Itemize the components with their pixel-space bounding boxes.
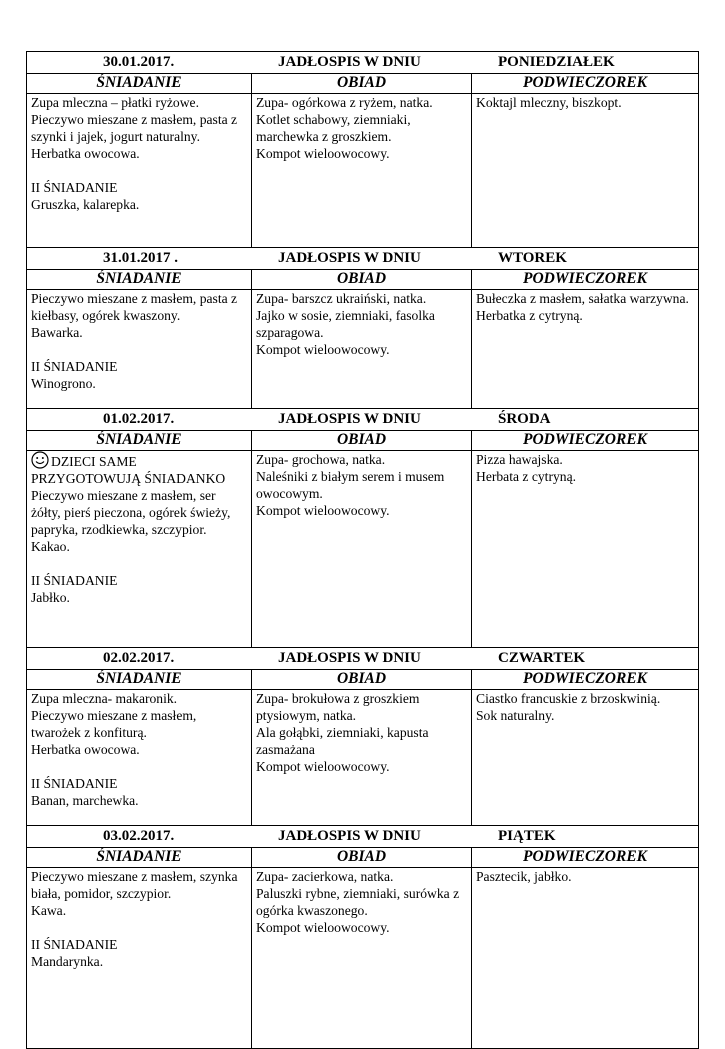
day-title: JADŁOSPIS W DNIU [278, 828, 421, 844]
lunch-cell [252, 451, 472, 648]
smiley-face-icon [31, 451, 49, 469]
breakfast-text: Zupa mleczna- makaronik. Pieczywo mieszane z masłem, twarożek z konfiturą. Herbatka owocowa. II ŚNIADANIE Banan, marchewka. [31, 691, 197, 808]
meal-content-row [27, 868, 699, 1049]
day-header-row [27, 248, 699, 270]
snack-text: Pasztecik, jabłko. [476, 869, 572, 884]
column-header-breakfast: ŚNIADANIE [27, 270, 252, 290]
column-header-breakfast: ŚNIADANIE [27, 670, 252, 690]
breakfast-text: Zupa mleczna – płatki ryżowe. Pieczywo mieszane z masłem, pasta z szynki i jajek, jogurt naturalny. Herbatka owocowa. II ŚNIADANIE Gruszka, kalarepka. [31, 95, 238, 212]
meal-column-headers [27, 670, 699, 690]
breakfast-cell [27, 690, 252, 826]
snack-cell [472, 868, 699, 1049]
column-header-breakfast: ŚNIADANIE [27, 74, 252, 94]
breakfast-cell [27, 94, 252, 248]
day-weekday: ŚRODA [498, 411, 551, 427]
column-header-breakfast: ŚNIADANIE [27, 431, 252, 451]
day-menu-table [26, 51, 699, 248]
meal-content-row [27, 451, 699, 648]
lunch-text: Zupa- brokułowa z groszkiem ptysiowym, natka. Ala gołąbki, ziemniaki, kapusta zasmażana Kompot wieloowocowy. [256, 691, 429, 774]
meal-column-headers [27, 431, 699, 451]
breakfast-cell [27, 451, 252, 648]
column-header-snack: PODWIECZOREK [472, 270, 699, 290]
day-menu-table [26, 647, 699, 826]
day-menu-table [26, 825, 699, 1049]
day-header-row [27, 826, 699, 848]
day-date: 03.02.2017. [103, 828, 175, 844]
meal-column-headers [27, 848, 699, 868]
lunch-cell [252, 290, 472, 409]
lunch-cell [252, 94, 472, 248]
breakfast-text: Pieczywo mieszane z masłem, ser żółty, pierś pieczona, ogórek świeży, papryka, rzodkiewka, szczypior. Kakao. II ŚNIADANIE Jabłko. [31, 488, 231, 605]
lunch-text: Zupa- barszcz ukraiński, natka. Jajko w sosie, ziemniaki, fasolka szparagowa. Kompot wieloowocowy. [256, 291, 435, 357]
lunch-cell [252, 868, 472, 1049]
meal-content-row [27, 290, 699, 409]
lunch-text: Zupa- ogórkowa z ryżem, natka. Kotlet schabowy, ziemniaki, marchewka z groszkiem. Kompot wieloowocowy. [256, 95, 433, 161]
column-header-lunch: OBIAD [252, 270, 472, 290]
day-menu-table [26, 408, 699, 648]
column-header-snack: PODWIECZOREK [472, 431, 699, 451]
day-title: JADŁOSPIS W DNIU [278, 54, 421, 70]
menu-document [26, 51, 698, 1049]
column-header-snack: PODWIECZOREK [472, 848, 699, 868]
snack-cell [472, 290, 699, 409]
column-header-lunch: OBIAD [252, 431, 472, 451]
column-header-breakfast: ŚNIADANIE [27, 848, 252, 868]
day-date: 01.02.2017. [103, 411, 175, 427]
day-title: JADŁOSPIS W DNIU [278, 650, 421, 666]
snack-cell [472, 690, 699, 826]
meal-content-row [27, 690, 699, 826]
day-menu-table [26, 247, 699, 409]
breakfast-note: DZIECI SAME PRZYGOTOWUJĄ ŚNIADANKO [31, 454, 226, 486]
day-header-row [27, 409, 699, 431]
lunch-cell [252, 690, 472, 826]
snack-cell [472, 451, 699, 648]
day-header-row [27, 52, 699, 74]
meal-column-headers [27, 270, 699, 290]
snack-text: Pizza hawajska. Herbata z cytryną. [476, 452, 577, 484]
day-title: JADŁOSPIS W DNIU [278, 411, 421, 427]
snack-text: Ciastko francuskie z brzoskwinią. Sok naturalny. [476, 691, 661, 723]
column-header-lunch: OBIAD [252, 670, 472, 690]
day-weekday: PONIEDZIAŁEK [498, 54, 615, 70]
meal-content-row [27, 94, 699, 248]
snack-cell [472, 94, 699, 248]
snack-text: Bułeczka z masłem, sałatka warzywna. Herbatka z cytryną. [476, 291, 689, 323]
column-header-lunch: OBIAD [252, 848, 472, 868]
day-date: 31.01.2017 . [103, 250, 178, 266]
column-header-snack: PODWIECZOREK [472, 670, 699, 690]
day-date: 30.01.2017. [103, 54, 175, 70]
day-title: JADŁOSPIS W DNIU [278, 250, 421, 266]
lunch-text: Zupa- grochowa, natka. Naleśniki z białym serem i musem owocowym. Kompot wieloowocowy. [256, 452, 445, 518]
meal-column-headers [27, 74, 699, 94]
column-header-lunch: OBIAD [252, 74, 472, 94]
lunch-text: Zupa- zacierkowa, natka. Paluszki rybne, ziemniaki, surówka z ogórka kwaszonego. Kompot wieloowocowy. [256, 869, 460, 935]
breakfast-cell [27, 868, 252, 1049]
breakfast-text: Pieczywo mieszane z masłem, pasta z kiełbasy, ogórek kwaszony. Bawarka. II ŚNIADANIE Winogrono. [31, 291, 238, 391]
column-header-snack: PODWIECZOREK [472, 74, 699, 94]
day-weekday: WTOREK [498, 250, 567, 266]
day-header-row [27, 648, 699, 670]
breakfast-text: Pieczywo mieszane z masłem, szynka biała, pomidor, szczypior. Kawa. II ŚNIADANIE Mandarynka. [31, 869, 238, 969]
snack-text: Koktajl mleczny, biszkopt. [476, 95, 622, 110]
day-weekday: CZWARTEK [498, 650, 585, 666]
day-date: 02.02.2017. [103, 650, 175, 666]
breakfast-cell [27, 290, 252, 409]
day-weekday: PIĄTEK [498, 828, 556, 844]
